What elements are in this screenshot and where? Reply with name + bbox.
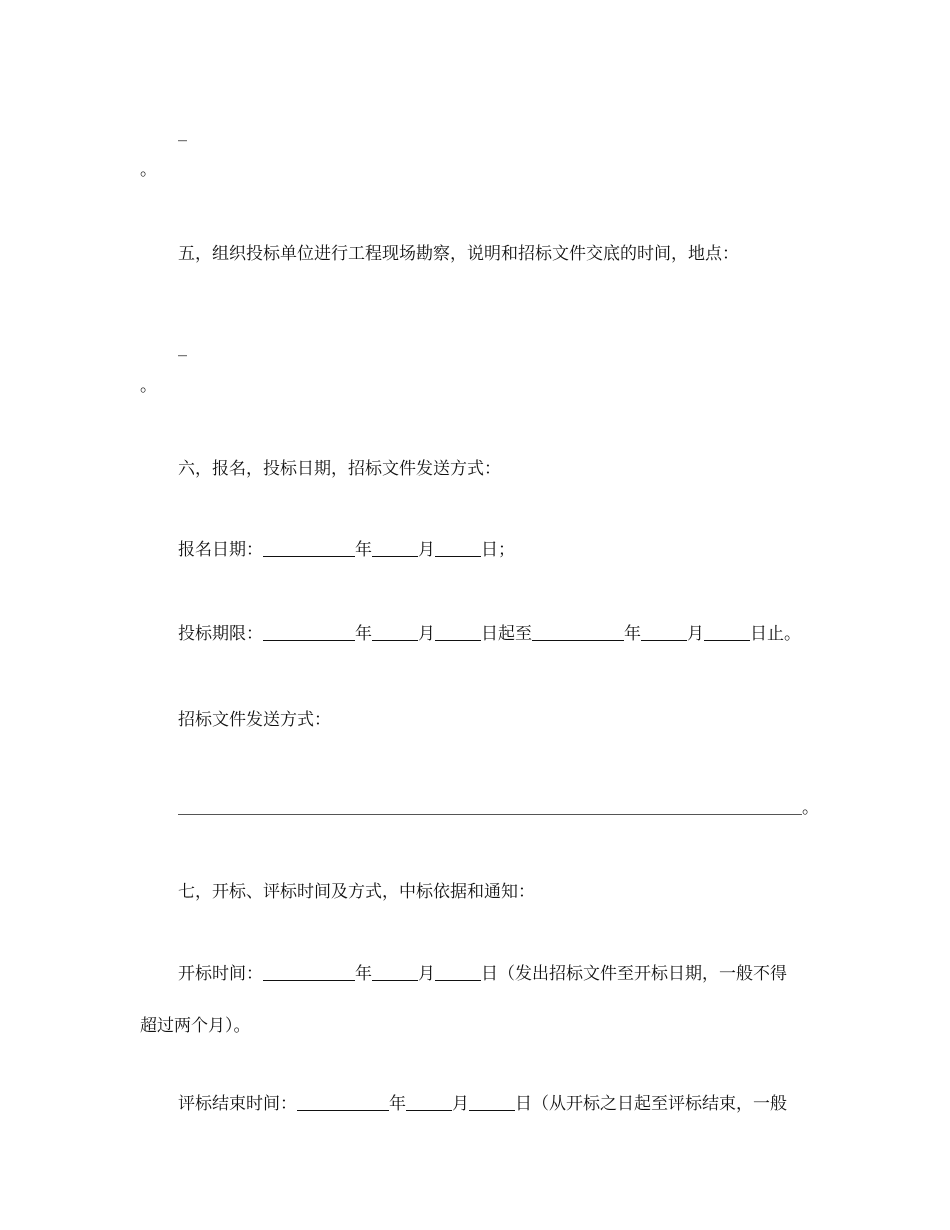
signup-day-unit: 日； xyxy=(481,540,515,560)
eval-end-line xyxy=(178,1092,787,1116)
bid-start-day-unit: 日起至 xyxy=(481,624,532,644)
bid-end-month-unit: 月 xyxy=(687,624,704,644)
period-1: 。 xyxy=(140,160,157,180)
blank-dash-2: _ xyxy=(178,336,187,357)
section-5-heading: 五，组织投标单位进行工程现场勘察，说明和招标文件交底的时间，地点： xyxy=(178,244,739,264)
bid-end-day-blank[interactable] xyxy=(704,624,750,641)
open-time-note-continued: 超过两个月）。 xyxy=(140,1016,251,1036)
signup-day-blank[interactable] xyxy=(435,540,481,557)
bid-start-year-blank[interactable] xyxy=(263,624,355,641)
send-method-label: 招标文件发送方式： xyxy=(178,710,331,730)
eval-day-blank[interactable] xyxy=(469,1094,515,1111)
bid-end-year-blank[interactable] xyxy=(532,624,624,641)
eval-end-note: 日（从开标之日起至评标结束，一般 xyxy=(515,1094,787,1114)
eval-year-unit: 年 xyxy=(389,1094,406,1114)
open-month-blank[interactable] xyxy=(372,964,418,981)
open-time-line xyxy=(178,962,787,986)
open-year-unit: 年 xyxy=(355,964,372,984)
section-7-heading: 七，开标、评标时间及方式，中标依据和通知： xyxy=(178,882,535,902)
eval-month-unit: 月 xyxy=(452,1094,469,1114)
section-6-heading: 六，报名，投标日期，招标文件发送方式： xyxy=(178,459,501,479)
eval-month-blank[interactable] xyxy=(406,1094,452,1111)
signup-date-line xyxy=(178,538,515,562)
bid-period-label: 投标期限： xyxy=(178,624,263,644)
open-time-note: 日（发出招标文件至开标日期，一般不得 xyxy=(481,964,787,984)
signup-year-blank[interactable] xyxy=(263,540,355,557)
bid-start-month-unit: 月 xyxy=(418,624,435,644)
open-year-blank[interactable] xyxy=(263,964,355,981)
signup-month-unit: 月 xyxy=(418,540,435,560)
open-day-blank[interactable] xyxy=(435,964,481,981)
bid-start-day-blank[interactable] xyxy=(435,624,481,641)
open-month-unit: 月 xyxy=(418,964,435,984)
eval-year-blank[interactable] xyxy=(297,1094,389,1111)
bid-end-year-unit: 年 xyxy=(624,624,641,644)
send-method-blank[interactable] xyxy=(178,796,802,815)
blank-dash-1: _ xyxy=(178,121,187,142)
eval-end-label: 评标结束时间： xyxy=(178,1094,297,1114)
period-2: 。 xyxy=(140,376,157,396)
bid-end-month-blank[interactable] xyxy=(641,624,687,641)
bid-start-year-unit: 年 xyxy=(355,624,372,644)
bid-end-day-unit: 日止。 xyxy=(750,624,801,644)
send-method-line xyxy=(178,796,819,820)
bid-start-month-blank[interactable] xyxy=(372,624,418,641)
signup-month-blank[interactable] xyxy=(372,540,418,557)
open-time-label: 开标时间： xyxy=(178,964,263,984)
send-method-period: 。 xyxy=(802,798,819,818)
bid-period-line xyxy=(178,622,801,646)
signup-year-unit: 年 xyxy=(355,540,372,560)
signup-date-label: 报名日期： xyxy=(178,540,263,560)
